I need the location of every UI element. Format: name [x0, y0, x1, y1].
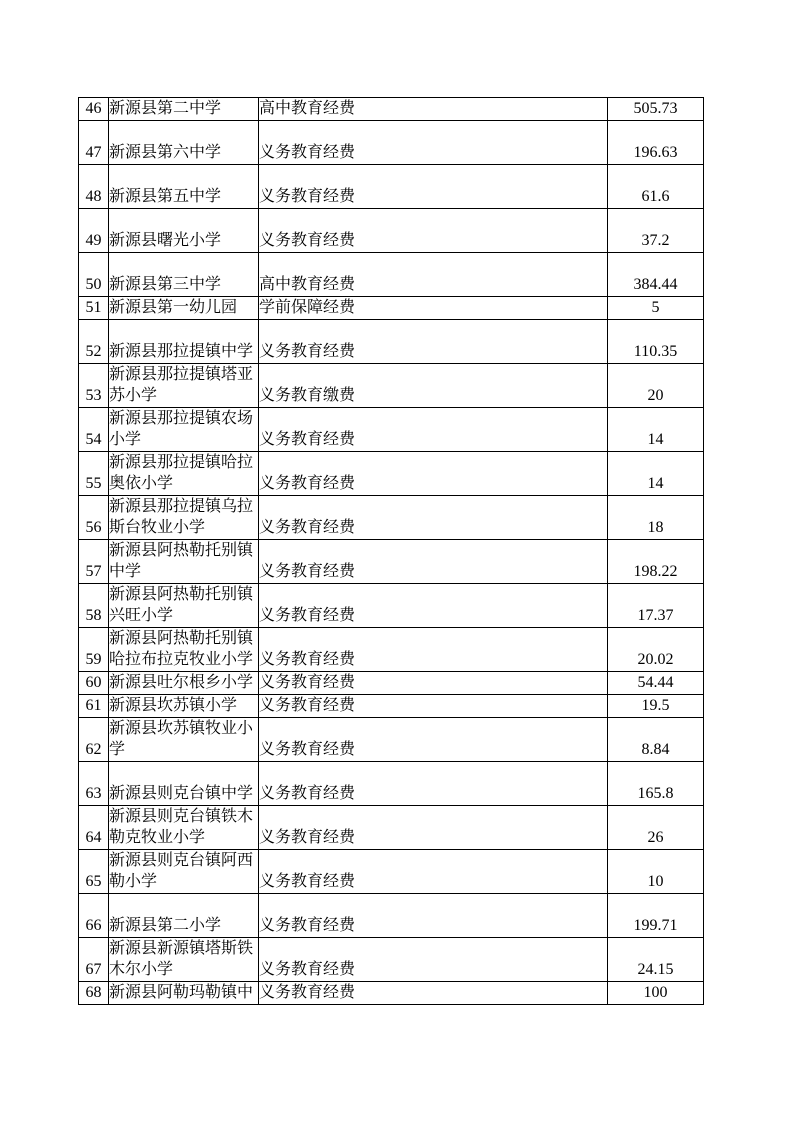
funding-type-cell: 义务教育经费 — [259, 982, 608, 1005]
school-name-cell: 新源县那拉提镇哈拉奥依小学 — [109, 452, 259, 496]
funding-type-cell: 义务教育经费 — [259, 584, 608, 628]
amount-cell: 24.15 — [608, 938, 704, 982]
table-row — [79, 452, 704, 496]
school-name-cell: 新源县阿热勒托别镇中学 — [109, 540, 259, 584]
funding-type-cell: 义务教育经费 — [259, 496, 608, 540]
funding-type-cell: 义务教育经费 — [259, 320, 608, 364]
row-number-cell: 59 — [79, 628, 109, 672]
amount-cell: 26 — [608, 806, 704, 850]
funding-type-cell: 义务教育经费 — [259, 672, 608, 695]
amount-cell: 8.84 — [608, 718, 704, 762]
table-row — [79, 672, 704, 695]
school-name-cell: 新源县第五中学 — [109, 165, 259, 209]
table-row — [79, 628, 704, 672]
funding-type-cell: 高中教育经费 — [259, 98, 608, 121]
funding-type-cell: 义务教育经费 — [259, 938, 608, 982]
amount-cell: 37.2 — [608, 209, 704, 253]
funding-table — [78, 97, 704, 1005]
row-number-cell: 50 — [79, 253, 109, 297]
funding-type-cell: 义务教育经费 — [259, 806, 608, 850]
school-name-cell: 新源县第二小学 — [109, 894, 259, 938]
school-name-cell: 新源县第三中学 — [109, 253, 259, 297]
table-row — [79, 496, 704, 540]
amount-cell: 5 — [608, 297, 704, 320]
school-name-cell: 新源县第一幼儿园 — [109, 297, 259, 320]
table-row — [79, 718, 704, 762]
amount-cell: 110.35 — [608, 320, 704, 364]
table-row — [79, 121, 704, 165]
row-number-cell: 63 — [79, 762, 109, 806]
funding-type-cell: 高中教育经费 — [259, 253, 608, 297]
amount-cell: 199.71 — [608, 894, 704, 938]
funding-type-cell: 义务教育经费 — [259, 894, 608, 938]
funding-type-cell: 义务教育经费 — [259, 762, 608, 806]
amount-cell: 14 — [608, 408, 704, 452]
school-name-cell: 新源县阿热勒托别镇哈拉布拉克牧业小学 — [109, 628, 259, 672]
row-number-cell: 52 — [79, 320, 109, 364]
table-row — [79, 408, 704, 452]
funding-type-cell: 义务教育经费 — [259, 452, 608, 496]
table-row — [79, 584, 704, 628]
table-row — [79, 806, 704, 850]
row-number-cell: 51 — [79, 297, 109, 320]
school-name-cell: 新源县那拉提镇农场小学 — [109, 408, 259, 452]
amount-cell: 20.02 — [608, 628, 704, 672]
school-name-cell: 新源县第六中学 — [109, 121, 259, 165]
table-row — [79, 98, 704, 121]
funding-type-cell: 义务教育经费 — [259, 209, 608, 253]
funding-type-cell: 义务教育经费 — [259, 540, 608, 584]
row-number-cell: 61 — [79, 695, 109, 718]
amount-cell: 100 — [608, 982, 704, 1005]
row-number-cell: 66 — [79, 894, 109, 938]
amount-cell: 196.63 — [608, 121, 704, 165]
row-number-cell: 48 — [79, 165, 109, 209]
school-name-cell: 新源县新源镇塔斯铁木尔小学 — [109, 938, 259, 982]
table-row — [79, 762, 704, 806]
table-row — [79, 982, 704, 1005]
funding-type-cell: 学前保障经费 — [259, 297, 608, 320]
funding-type-cell: 义务教育经费 — [259, 121, 608, 165]
funding-table-body — [79, 98, 704, 1005]
school-name-cell: 新源县那拉提镇中学 — [109, 320, 259, 364]
row-number-cell: 65 — [79, 850, 109, 894]
table-row — [79, 320, 704, 364]
row-number-cell: 64 — [79, 806, 109, 850]
funding-type-cell: 义务教育经费 — [259, 408, 608, 452]
funding-type-cell: 义务教育经费 — [259, 850, 608, 894]
amount-cell: 18 — [608, 496, 704, 540]
amount-cell: 10 — [608, 850, 704, 894]
amount-cell: 165.8 — [608, 762, 704, 806]
table-row — [79, 695, 704, 718]
school-name-cell: 新源县则克台镇阿西勒小学 — [109, 850, 259, 894]
table-row — [79, 894, 704, 938]
table-row — [79, 253, 704, 297]
table-row — [79, 165, 704, 209]
amount-cell: 384.44 — [608, 253, 704, 297]
school-name-cell: 新源县那拉提镇乌拉斯台牧业小学 — [109, 496, 259, 540]
funding-type-cell: 义务教育经费 — [259, 695, 608, 718]
row-number-cell: 57 — [79, 540, 109, 584]
school-name-cell: 新源县那拉提镇塔亚苏小学 — [109, 364, 259, 408]
funding-type-cell: 义务教育经费 — [259, 165, 608, 209]
amount-cell: 14 — [608, 452, 704, 496]
school-name-cell: 新源县阿热勒托别镇兴旺小学 — [109, 584, 259, 628]
school-name-cell: 新源县吐尔根乡小学 — [109, 672, 259, 695]
school-name-cell: 新源县则克台镇铁木勒克牧业小学 — [109, 806, 259, 850]
row-number-cell: 60 — [79, 672, 109, 695]
school-name-cell: 新源县则克台镇中学 — [109, 762, 259, 806]
funding-type-cell: 义务教育经费 — [259, 718, 608, 762]
school-name-cell: 新源县第二中学 — [109, 98, 259, 121]
row-number-cell: 49 — [79, 209, 109, 253]
funding-type-cell: 义务教育经费 — [259, 628, 608, 672]
row-number-cell: 47 — [79, 121, 109, 165]
table-row — [79, 209, 704, 253]
row-number-cell: 53 — [79, 364, 109, 408]
row-number-cell: 58 — [79, 584, 109, 628]
school-name-cell: 新源县坎苏镇小学 — [109, 695, 259, 718]
row-number-cell: 56 — [79, 496, 109, 540]
table-row — [79, 297, 704, 320]
amount-cell: 54.44 — [608, 672, 704, 695]
table-row — [79, 540, 704, 584]
row-number-cell: 67 — [79, 938, 109, 982]
funding-type-cell: 义务教育缴费 — [259, 364, 608, 408]
amount-cell: 198.22 — [608, 540, 704, 584]
row-number-cell: 46 — [79, 98, 109, 121]
amount-cell: 19.5 — [608, 695, 704, 718]
school-name-cell: 新源县坎苏镇牧业小学 — [109, 718, 259, 762]
school-name-cell: 新源县阿勒玛勒镇中 — [109, 982, 259, 1005]
amount-cell: 505.73 — [608, 98, 704, 121]
amount-cell: 61.6 — [608, 165, 704, 209]
table-row — [79, 364, 704, 408]
school-name-cell: 新源县曙光小学 — [109, 209, 259, 253]
row-number-cell: 54 — [79, 408, 109, 452]
row-number-cell: 68 — [79, 982, 109, 1005]
amount-cell: 20 — [608, 364, 704, 408]
table-row — [79, 938, 704, 982]
amount-cell: 17.37 — [608, 584, 704, 628]
table-row — [79, 850, 704, 894]
row-number-cell: 62 — [79, 718, 109, 762]
row-number-cell: 55 — [79, 452, 109, 496]
